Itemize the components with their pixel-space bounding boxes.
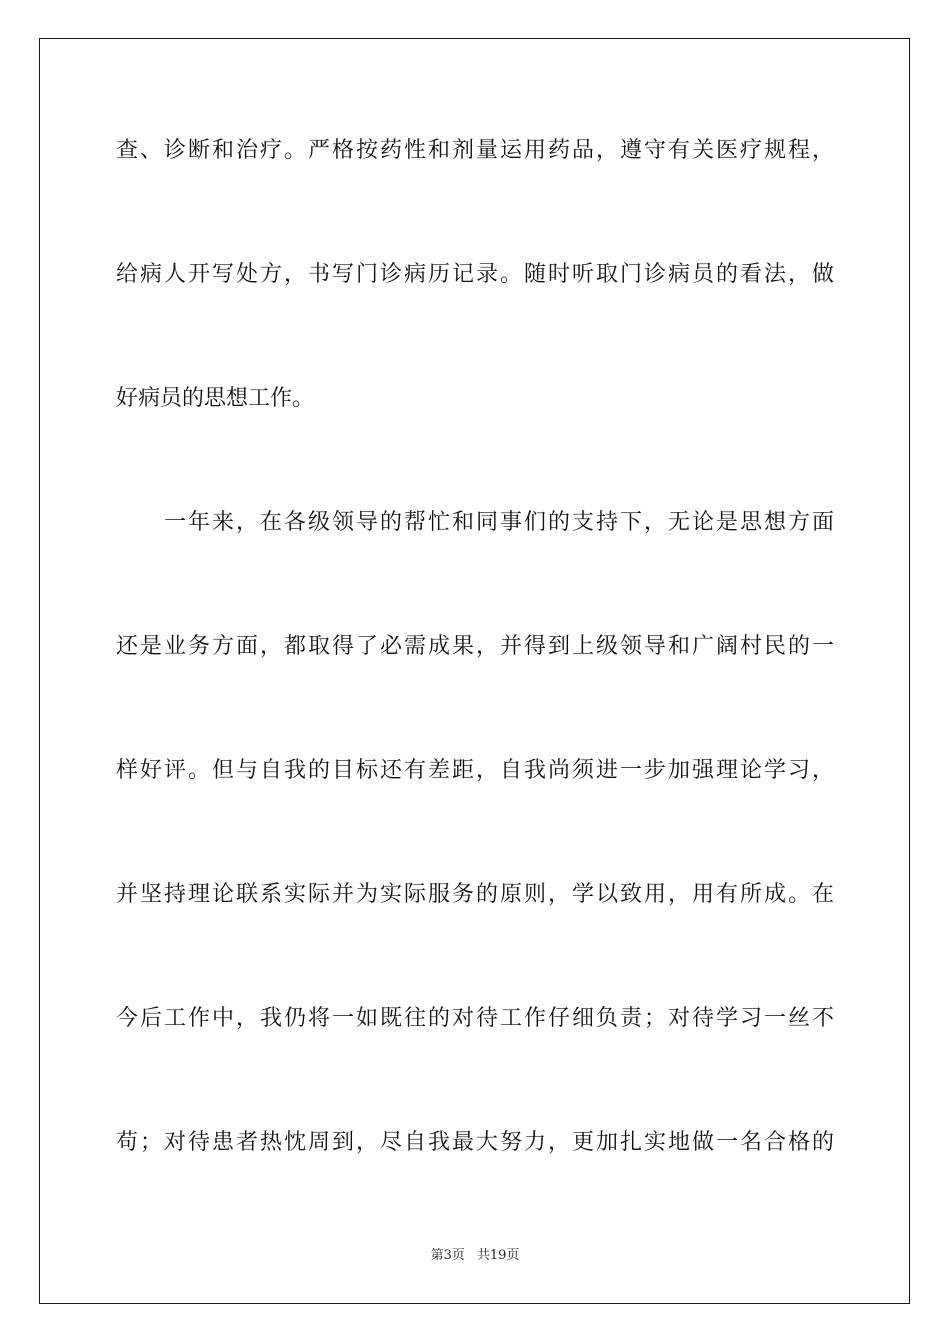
page-border [39, 38, 910, 1304]
body-text-line-4: 一年来，在各级领导的帮忙和同事们的支持下，无论是思想方面 [116, 510, 834, 535]
page-footer [0, 1247, 950, 1265]
body-text-line-7: 并坚持理论联系实际并为实际服务的原则，学以致用，用有所成。在 [116, 882, 834, 907]
body-text-line-2: 给病人开写处方，书写门诊病历记录。随时听取门诊病员的看法，做 [116, 262, 834, 287]
body-text-line-3: 好病员的思想工作。 [116, 386, 315, 411]
body-text-line-8: 今后工作中，我仍将一如既往的对待工作仔细负责；对待学习一丝不 [116, 1006, 834, 1031]
body-text-line-5: 还是业务方面，都取得了必需成果，并得到上级领导和广阔村民的一 [116, 634, 834, 659]
page-total: 共19页 [476, 1248, 520, 1263]
body-text-line-6: 样好评。但与自我的目标还有差距，自我尚须进一步加强理论学习， [116, 758, 834, 783]
page-number: 第3页 [430, 1248, 465, 1263]
body-text-line-9: 苟；对待患者热忱周到，尽自我最大努力，更加扎实地做一名合格的 [116, 1130, 834, 1155]
body-text-line-1: 查、诊断和治疗。严格按药性和剂量运用药品，遵守有关医疗规程， [116, 138, 834, 163]
